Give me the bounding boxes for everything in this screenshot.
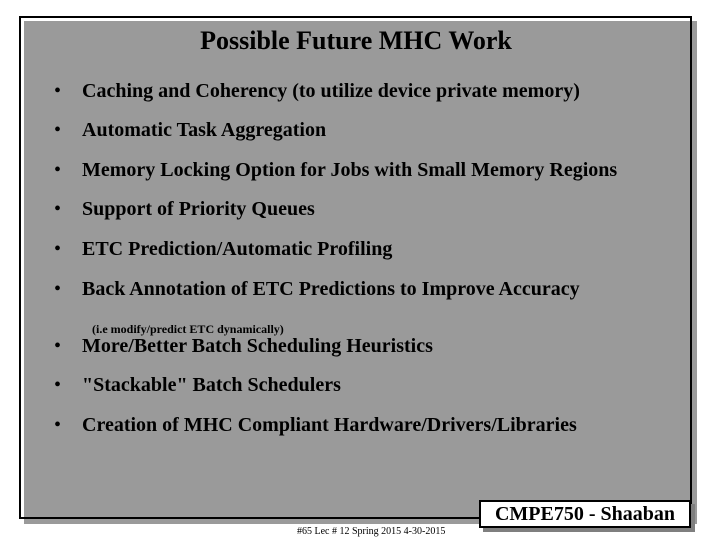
- slide-footer: #65 Lec # 12 Spring 2015 4-30-2015: [297, 526, 446, 537]
- bullet-text: Support of Priority Queues: [82, 198, 315, 220]
- bullet-item: [54, 238, 392, 261]
- bullet-subnote: (i.e modify/predict ETC dynamically): [92, 322, 284, 336]
- course-badge: CMPE750 - Shaaban: [479, 500, 691, 528]
- bullet-dot-icon: •: [54, 159, 62, 181]
- bullet-text: ETC Prediction/Automatic Profiling: [82, 238, 393, 260]
- bullet-text: Caching and Coherency (to utilize device private memory): [82, 80, 580, 102]
- bullet-text: "Stackable" Batch Schedulers: [82, 374, 341, 396]
- bullet-dot-icon: •: [54, 119, 62, 141]
- bullet-dot-icon: •: [54, 238, 62, 260]
- bullet-dot-icon: •: [54, 80, 62, 102]
- bullet-dot-icon: •: [54, 198, 62, 220]
- bullet-item: [54, 159, 617, 182]
- bullet-item: [54, 278, 580, 301]
- bullet-text: Back Annotation of ETC Predictions to Improve Accuracy: [82, 278, 580, 300]
- bullet-item: [54, 414, 577, 437]
- bullet-dot-icon: •: [54, 374, 62, 396]
- bullet-item: [54, 80, 580, 103]
- bullet-item: [54, 374, 341, 397]
- bullet-text: More/Better Batch Scheduling Heuristics: [82, 335, 433, 357]
- bullet-item: [54, 335, 433, 358]
- bullet-dot-icon: •: [54, 414, 62, 436]
- bullet-text: Memory Locking Option for Jobs with Small Memory Regions: [82, 159, 618, 181]
- bullet-dot-icon: •: [54, 278, 62, 300]
- bullet-text: Automatic Task Aggregation: [82, 119, 327, 141]
- bullet-item: [54, 198, 315, 221]
- bullet-item: [54, 119, 326, 142]
- slide-title: Possible Future MHC Work: [200, 26, 512, 55]
- bullet-dot-icon: •: [54, 335, 62, 357]
- bullet-text: Creation of MHC Compliant Hardware/Drivers/Libraries: [82, 414, 577, 436]
